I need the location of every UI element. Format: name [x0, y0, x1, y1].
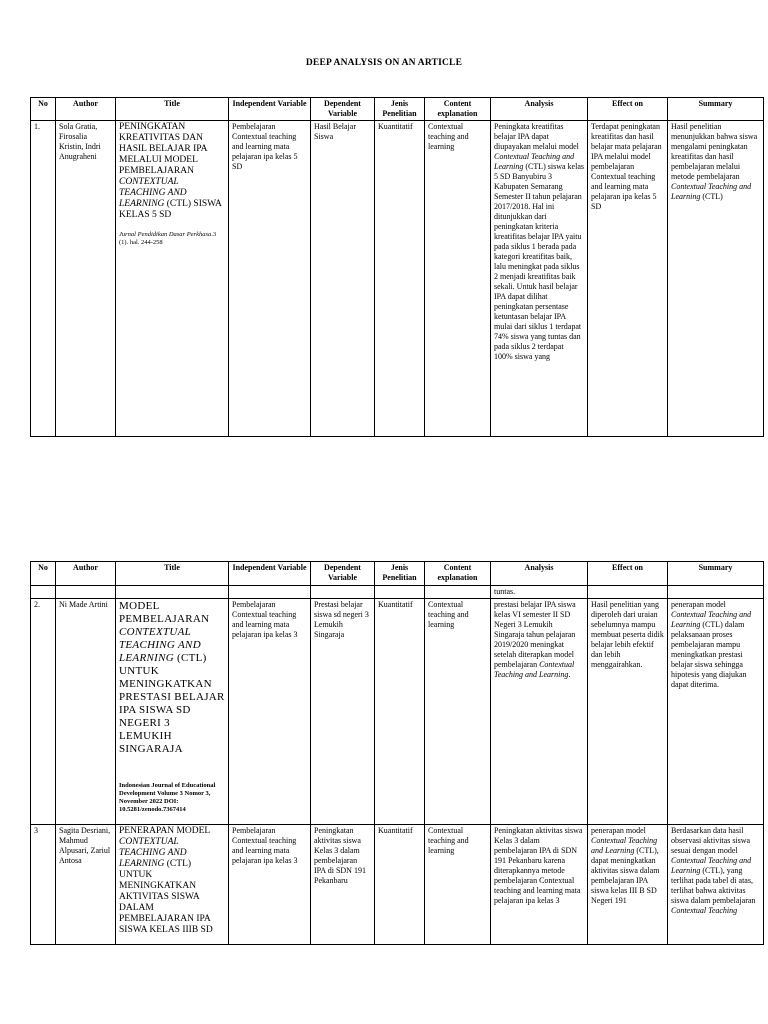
row2-journal: Indonesian Journal of Educational Development Volume 3 Nomor 3, November 2022 DOI: 10.5281/zenodo.7367414 — [119, 782, 216, 813]
row3-summary-a: Berdasarkan data hasil observasi aktivitas siswa sesuai dengan model — [671, 826, 751, 855]
table-row — [31, 825, 764, 945]
row1-title — [116, 121, 229, 437]
document-title: DEEP ANALYSIS ON AN ARTICLE — [305, 58, 463, 68]
row1-effect: Terdapat peningkatan kreatifitas dan hasil belajar mata pelajaran IPA melalui model pembelajaran Contextual teaching and learning mata pelajaran ipa kelas 5 SD — [588, 121, 668, 437]
cont-no — [31, 586, 56, 599]
row2-analysis-c: . — [568, 670, 571, 679]
header-jenis: Jenis Penelitian — [375, 562, 425, 586]
cont-author — [56, 586, 116, 599]
row1-summary-b: Contextual Teaching and Learning — [671, 182, 752, 201]
header-row — [31, 562, 764, 586]
header-summary: Summary — [668, 98, 764, 121]
row3-effect-c: (CTL), dapat meningkatkan aktivitas siswa dalam pembelajaran IPA siswa kelas III B SD Negeri 191 — [591, 846, 660, 905]
row1-summary-c: (CTL) — [700, 192, 723, 201]
table-row — [31, 121, 764, 437]
row3-title-c: (CTL) UNTUK MENINGKATKAN AKTIVITAS SISWA DALAM PEMBELAJARAN IPA SISWA KELAS IIIB SD — [119, 859, 213, 935]
cont-effect — [588, 586, 668, 599]
header-dependent: Dependent Variable — [311, 562, 375, 586]
header-analysis: Analysis — [491, 562, 588, 586]
row1-summary — [668, 121, 764, 437]
row3-title — [116, 825, 229, 945]
header-independent: Independent Variable — [229, 562, 311, 586]
row3-effect — [588, 825, 668, 945]
row3-independent: Pembelajaran Contextual teaching and learning mata pelajaran ipa kelas 3 — [229, 825, 311, 945]
row1-title-b: CONTEXTUAL TEACHING AND LEARNING — [119, 177, 187, 209]
row2-summary-c: (CTL) dalam pelaksanaan proses pembelajaran mampu meningkatkan prestasi belajar siswa sehingga hipotesis yang diajukan dapat diterima. — [671, 620, 747, 689]
table-row — [31, 599, 764, 825]
row2-content: Contextual teaching and learning — [425, 599, 491, 825]
cont-content — [425, 586, 491, 599]
row2-title — [116, 599, 229, 825]
row1-dependent: Hasil Belajar Siswa — [311, 121, 375, 437]
row3-summary-b: Contextual Teaching and Learning — [671, 856, 752, 875]
row2-no: 2. — [31, 599, 56, 825]
header-effect: Effect on — [588, 98, 668, 121]
row3-summary — [668, 825, 764, 945]
row2-dependent: Prestasi belajar siswa sd negeri 3 Lemukih Singaraja — [311, 599, 375, 825]
row2-summary-a: penerapan model — [671, 600, 726, 609]
row1-jenis: Kuantitatif — [375, 121, 425, 437]
header-no: No — [31, 98, 56, 121]
row3-jenis: Kuantitatif — [375, 825, 425, 945]
cont-title — [116, 586, 229, 599]
header-row — [31, 98, 764, 121]
row1-content: Contextual teaching and learning — [425, 121, 491, 437]
row1-independent: Pembelajaran Contextual teaching and learning mata pelajaran ipa kelas 5 SD — [229, 121, 311, 437]
row3-summary-c: (CTL), yang terlihat pada tabel di atas, terlihat bahwa aktivitas siswa dalam pembelajaran — [671, 866, 756, 905]
row2-analysis-a: prestasi belajar IPA siswa kelas VI semester II SD Negeri 3 Lemukih Singaraja tahun pelajaran 2019/2020 meningkat setelah diterapkan model pembelajaran — [494, 600, 576, 669]
cont-summary — [668, 586, 764, 599]
row2-effect: Hasil penelitian yang diperoleh dari uraian sebelumnya mampu membuat peserta didik belajar lebih efektif dan lebih menggairahkan. — [588, 599, 668, 825]
header-author: Author — [56, 562, 116, 586]
header-content: Content explanation — [425, 98, 491, 121]
row3-effect-a: penerapan model — [591, 826, 646, 835]
header-summary: Summary — [668, 562, 764, 586]
row2-title-c: (CTL) UNTUK MENINGKATKAN PRESTASI BELAJAR IPA SISWA SD NEGERI 3 LEMUKIH SINGARAJA — [119, 652, 225, 755]
row2-author: Ni Made Artini — [56, 599, 116, 825]
row2-analysis-b: Contextual Teaching and Learning — [494, 660, 575, 679]
header-author: Author — [56, 98, 116, 121]
row1-author: Sola Gratia, Firosalia Kristin, Indri Anugraheni — [56, 121, 116, 437]
row1-no: 1. — [31, 121, 56, 437]
row3-effect-b: Contextual Teaching and Learning — [591, 836, 658, 855]
row3-summary-d: Contextual Teaching — [671, 906, 738, 915]
row1-analysis-b: Contextual Teaching and Learning — [494, 152, 575, 171]
header-jenis: Jenis Penelitian — [375, 98, 425, 121]
row1-analysis — [491, 121, 588, 437]
row2-jenis: Kuantitatif — [375, 599, 425, 825]
header-title: Title — [116, 562, 229, 586]
header-effect: Effect on — [588, 562, 668, 586]
row3-title-a: PENERAPAN MODEL — [119, 826, 210, 836]
row3-title-b: CONTEXTUAL TEACHING AND LEARNING — [119, 837, 187, 869]
row2-title-a: MODEL PEMBELAJARAN — [119, 600, 210, 625]
cont-jenis — [375, 586, 425, 599]
header-analysis: Analysis — [491, 98, 588, 121]
row3-analysis: Peningkatan aktivitas siswa Kelas 3 dalam pembelajaran IPA di SDN 191 Pekanbaru karena diterapkannya metode pembelajaran Contextual teaching and learning mata pelajaran ipa kelas 3 — [491, 825, 588, 945]
header-title: Title — [116, 98, 229, 121]
cont-independent — [229, 586, 311, 599]
article-table-1 — [30, 97, 764, 437]
row2-title-b: CONTEXTUAL TEACHING AND LEARNING — [119, 626, 201, 664]
row1-journal-b: .3 (1). hal. 244-258 — [119, 231, 217, 246]
row1-journal — [119, 231, 225, 247]
header-independent: Independent Variable — [229, 98, 311, 121]
row1-analysis-a: Peningkata kreatifitas belajar IPA dapat diupayakan melalui model — [494, 122, 579, 151]
row1-title-c: (CTL) SISWA KELAS 5 SD — [119, 199, 222, 220]
row2-analysis — [491, 599, 588, 825]
row1-journal-a: Jurnal Pendidikan Dasar Perkhasa — [119, 231, 212, 238]
row3-author: Sagita Desriani, Mahmud Alpusari, Zariul Antosa — [56, 825, 116, 945]
cont-dependent — [311, 586, 375, 599]
row2-independent: Pembelajaran Contextual teaching and learning mata pelajaran ipa kelas 3 — [229, 599, 311, 825]
header-content: Content explanation — [425, 562, 491, 586]
row2-summary — [668, 599, 764, 825]
row3-content: Contextual teaching and learning — [425, 825, 491, 945]
row2-summary-b: Contextual Teaching and Learning — [671, 610, 752, 629]
cont-analysis: tuntas. — [491, 586, 588, 599]
row1-title-a: PENINGKATAN KREATIVITAS DAN HASIL BELAJAR IPA MELALUI MODEL PEMBELAJARAN — [119, 122, 207, 176]
row1-analysis-c: (CTL) siswa kelas 5 SD Banyubiru 3 Kabupaten Semarang Semester II tahun pelajaran 2017/2018. Hal ini ditunjukkan dari peningkatan kriteria kreatifitas belajar IPA yaitu pada siklus 1 berada pada kategori kreatifitas baik, lalu meningkat pada siklus 2 menjadi kreatifitas baik sekali. Untuk hasil belajar IPA dapat dilihat peningkatan persentase ketuntasan belajar IPA mulai dari siklus 1 terdapat 74% siswa yang tuntas dan pada siklus 2 terdapat 100% siswa yang — [494, 162, 584, 361]
row1-summary-a: Hasil penelitian menunjukkan bahwa siswa mengalami peningkatan kreatifitas dan hasil pembelajaran melalui metode pembelajaran — [671, 122, 758, 181]
row3-dependent: Peningkatan aktivitas siswa Kelas 3 dalam pembelajaran IPA di SDN 191 Pekanbaru — [311, 825, 375, 945]
header-no: No — [31, 562, 56, 586]
continuation-row — [31, 586, 764, 599]
header-dependent: Dependent Variable — [311, 98, 375, 121]
article-table-2 — [30, 561, 764, 945]
row3-no: 3 — [31, 825, 56, 945]
